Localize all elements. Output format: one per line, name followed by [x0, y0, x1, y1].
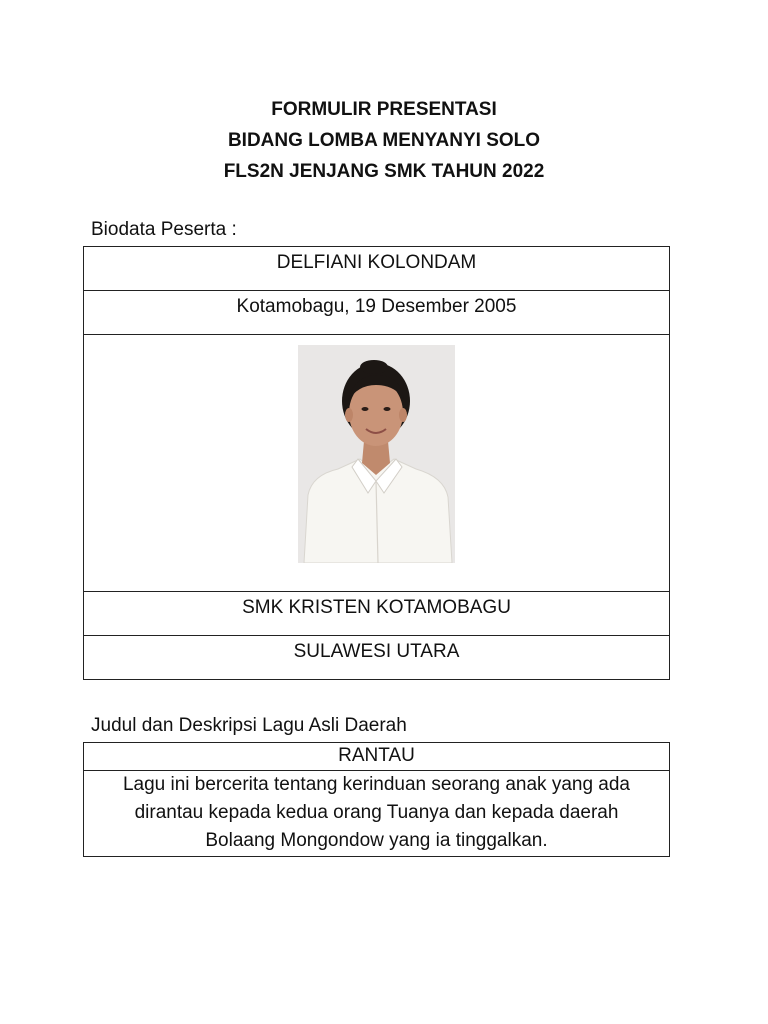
biodata-row-province [84, 636, 670, 680]
song-description: Lagu ini bercerita tentang kerinduan seorang anak yang ada dirantau kepada kedua orang Tuanya dan kepada daerah Bolaang Mongondow yang ia tinggalkan. [122, 774, 631, 851]
biodata-row-birth [84, 291, 670, 335]
right-ear-shape [399, 408, 407, 422]
biodata-label: Biodata Peserta : [91, 219, 237, 240]
province-cell [84, 636, 670, 680]
song-title: RANTAU [338, 745, 415, 766]
participant-name: DELFIANI KOLONDAM [276, 252, 477, 273]
song-row-title [84, 743, 670, 771]
song-section-label: Judul dan Deskripsi Lagu Asli Daerah [91, 715, 407, 736]
song-title-cell [84, 743, 670, 771]
province-name: SULAWESI UTARA [293, 641, 460, 662]
right-eye-shape [384, 407, 391, 411]
participant-name-cell [84, 247, 670, 291]
form-title-line-1: FORMULIR PRESENTASI [271, 99, 497, 120]
biodata-table [83, 246, 670, 680]
participant-photo [298, 345, 455, 563]
left-eye-shape [362, 407, 369, 411]
photo-cell [84, 335, 670, 592]
song-row-description [84, 771, 670, 857]
form-title [0, 94, 768, 187]
song-description-cell [84, 771, 670, 857]
biodata-row-name [84, 247, 670, 291]
left-ear-shape [345, 408, 353, 422]
birth-info-cell [84, 291, 670, 335]
participant-portrait-image [298, 345, 455, 563]
birth-place-date: Kotamobagu, 19 Desember 2005 [236, 296, 517, 317]
school-cell [84, 592, 670, 636]
biodata-row-photo [84, 335, 670, 592]
biodata-row-school [84, 592, 670, 636]
hair-top-shape [360, 360, 388, 374]
song-table [83, 742, 670, 857]
form-title-line-2: BIDANG LOMBA MENYANYI SOLO [227, 130, 541, 151]
school-name: SMK KRISTEN KOTAMOBAGU [242, 597, 511, 618]
form-title-line-3: FLS2N JENJANG SMK TAHUN 2022 [223, 161, 545, 182]
